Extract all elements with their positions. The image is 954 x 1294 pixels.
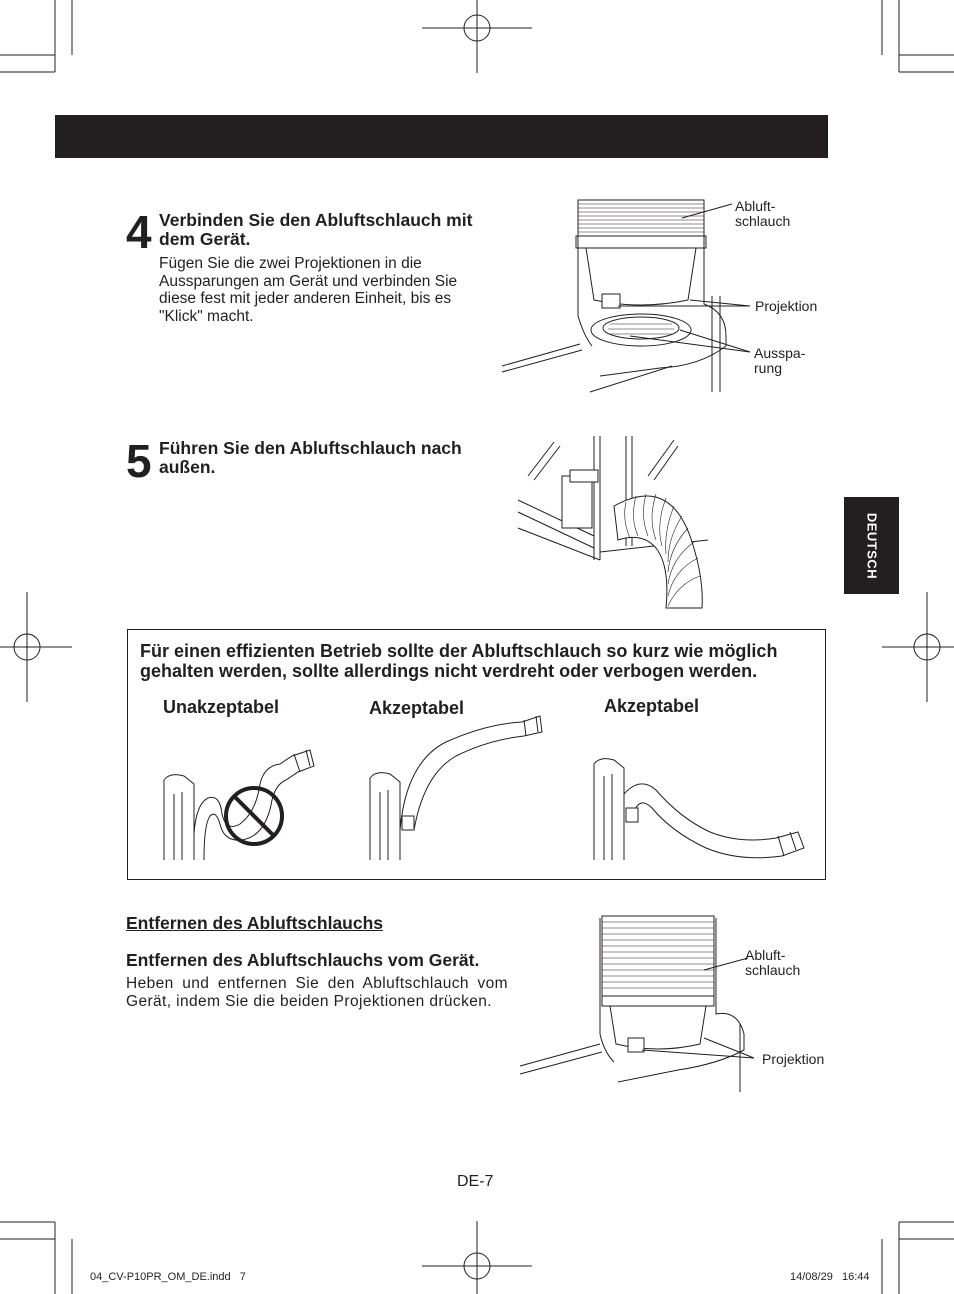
- removal-callout-projektion: Projektion: [762, 1051, 825, 1067]
- hose-window-illustration: [518, 436, 718, 608]
- header-bar: [55, 115, 828, 158]
- page-number: DE-7: [457, 1173, 494, 1190]
- language-tab: DEUTSCH: [844, 497, 899, 594]
- hose-unacceptable-illustration: [160, 744, 320, 864]
- step-5-number: 5: [126, 435, 150, 487]
- removal-subheading: Entfernen des Abluftschlauchs vom Gerät.: [126, 950, 480, 970]
- callout-projektion: Projektion: [755, 298, 818, 314]
- hose-attach-illustration: [500, 196, 760, 396]
- label-acceptable-2: Akzeptabel: [604, 696, 700, 716]
- label-acceptable-1: Akzeptabel: [369, 698, 465, 718]
- step-4-number: 4: [126, 206, 150, 258]
- hose-acceptable-long-illustration: [590, 752, 810, 864]
- label-unacceptable: Unakzeptabel: [163, 697, 280, 717]
- footer-filename: 04_CV-P10PR_OM_DE.indd 7: [90, 1271, 246, 1283]
- hose-acceptable-short-illustration: [366, 712, 566, 862]
- callout-abluftschlauch: Abluft- schlauch: [735, 198, 791, 229]
- step-4-title: Verbinden Sie den Abluftschlauch mit dem Gerät.: [159, 210, 473, 249]
- hose-note-text: Für einen effizienten Betrieb sollte der Abluftschlauch so kurz wie möglich gehalten werden, sollte allerdings nicht verdreht oder verbogen werden.: [140, 641, 778, 681]
- step-4-body: Fügen Sie die zwei Projektionen in die Aussparungen am Gerät und verbinden Sie diese fest mit jeder anderen Einheit, bis es "Klick" macht.: [159, 255, 458, 325]
- removal-callout-abluftschlauch: Abluft- schlauch: [745, 947, 801, 978]
- removal-heading: Entfernen des Abluftschlauchs: [126, 913, 384, 933]
- removal-body: Heben und entfernen Sie den Abluftschlauch vom Gerät, indem Sie die beiden Projektionen drücken.: [126, 975, 508, 1010]
- footer-timestamp: 14/08/29 16:44: [790, 1271, 870, 1283]
- hose-removal-illustration: [518, 914, 768, 1094]
- step-5-title: Führen Sie den Abluftschlauch nach außen.: [159, 438, 462, 477]
- callout-aussparung: Ausspa- rung: [754, 345, 806, 376]
